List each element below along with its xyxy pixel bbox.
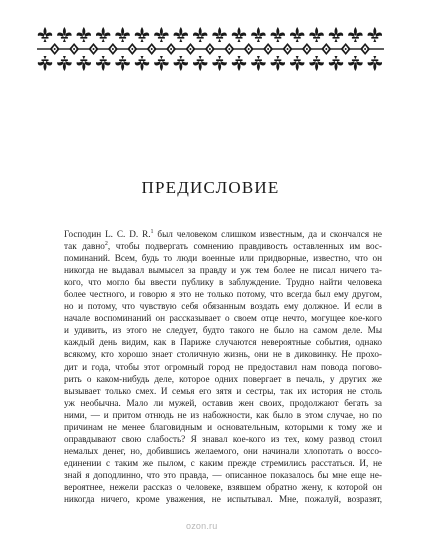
- text-line: [64, 288, 382, 300]
- text-line-segment: и удивить, из этого не следует, будто такого не было на самом деле. Мы: [64, 325, 382, 336]
- text-line: [64, 457, 382, 469]
- text-line-segment: ними, — и притом отнюдь не из набожности, как было в этом случае, но по: [64, 409, 382, 420]
- text-line-segment: поминаний. Всем, будь то люди военные или придворные, известно, что он: [64, 253, 382, 264]
- footnote-marker: 1: [150, 228, 154, 235]
- text-line-segment: вызывает только смех. И семья его зятя и сестры, так их история не столь: [64, 385, 382, 396]
- text-line: [64, 481, 382, 493]
- text-line-segment: оправдывают свою слабость? Я знавал кое-кого из тех, кому развод стоил: [64, 433, 382, 444]
- text-line-segment: причинам не менее благовидным и основательным, которыми к тому же и: [64, 421, 382, 432]
- text-line: [64, 348, 382, 360]
- text-line: [64, 493, 382, 505]
- text-line-segment: каждый день видим, как в Париже случаются невероятные события, однако: [64, 337, 382, 348]
- text-line: [64, 397, 382, 409]
- text-line: [64, 361, 382, 373]
- text-line: [64, 445, 382, 457]
- text-line: [64, 409, 382, 421]
- text-line-segment: был человеком слишком известным, да и скончался не: [153, 229, 382, 239]
- text-line-segment: знай я доподлинно, что это правда, — описанное показалось бы мне еще не-: [64, 469, 382, 480]
- text-line: [64, 228, 382, 240]
- footnote-marker: 2: [104, 240, 108, 247]
- text-line: [64, 469, 382, 481]
- text-line: [64, 336, 382, 348]
- text-line-segment: никогда ничего, кроме уважения, не испытывал. Мне, пожалуй, возразят,: [64, 494, 382, 505]
- text-line-segment: немалых денег, но, добившись желаемого, они начинали хлопотать о воссо-: [64, 445, 382, 456]
- text-line: [64, 373, 382, 385]
- text-line-segment: никогда не выдавал вымысел за правду и уж тем более не писал ничего та-: [64, 265, 382, 276]
- text-line-segment: дит и года, чтобы этот огромный город не предоставил нам повода погово-: [64, 361, 382, 372]
- text-line: [64, 300, 382, 312]
- text-line-segment: но и потому, что чувствую себя обязанным воздать ему должное. И если в: [64, 301, 382, 312]
- text-line: [64, 312, 382, 324]
- text-line-segment: уж необычна. Мало ли мужей, оставив жен своих, продолжают бегать за: [64, 397, 382, 408]
- text-line-segment: Господин L. C. D. R.: [64, 229, 151, 239]
- text-line-segment: кого, что могло бы ввести публику в заблуждение. Трудно найти человека: [64, 277, 382, 288]
- chapter-title: ПРЕДИСЛОВИЕ: [141, 178, 280, 197]
- text-line: [64, 421, 382, 433]
- watermark: ozon.ru: [186, 521, 218, 531]
- preface-body-text: [64, 228, 382, 505]
- text-line-segment: всякому, кто хорошо знает столичную жизнь, они не в диковинку. Не прохо-: [64, 349, 382, 360]
- text-line-segment: вероятнее, нежели рассказ о человеке, взявшем обратно жену, к которой он: [64, 481, 382, 492]
- text-line: [64, 252, 382, 264]
- text-line: [64, 385, 382, 397]
- text-line-segment: начале воспоминаний он рассказывает о своем отце нечто, могущее кое-кого: [64, 313, 382, 324]
- text-line-segment: так давно: [64, 241, 105, 252]
- text-line: [64, 264, 382, 276]
- text-line-segment: рить о каком-нибудь деле, которое одних повергает в печаль, у других же: [64, 373, 382, 384]
- text-line-segment: , чтобы подвергать сомнению правдивость оставленных им вос-: [107, 241, 382, 252]
- text-line: [64, 276, 382, 288]
- text-line: [64, 240, 382, 252]
- fleuron-border-ornament: [37, 27, 384, 71]
- text-line-segment: более честного, и говорю я это не только потому, что всегда был ему другом,: [64, 289, 382, 300]
- text-line-segment: единении с таким же пылом, с каким прежде стремились расстаться. И, не: [64, 457, 382, 468]
- text-line: [64, 324, 382, 336]
- text-line: [64, 433, 382, 445]
